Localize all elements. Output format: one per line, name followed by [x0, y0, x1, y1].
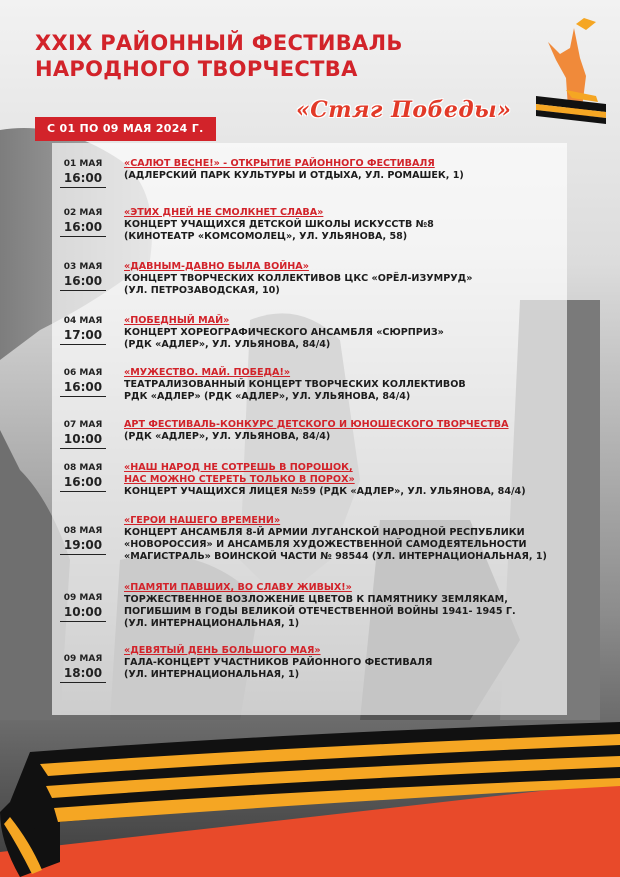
festival-slogan: «Стяг Победы»: [296, 97, 512, 123]
event-date: [60, 315, 106, 345]
event-date: [60, 419, 106, 449]
event-body: [124, 419, 564, 443]
event-time: 17:00: [60, 328, 106, 345]
event-time: 19:00: [60, 538, 106, 555]
event-day: 01 МАЯ: [63, 159, 103, 169]
event-time: 18:00: [60, 666, 106, 683]
festival-title-line-1: XXIX РАЙОННЫЙ ФЕСТИВАЛЬ: [35, 31, 403, 55]
event-title: АРТ ФЕСТИВАЛЬ-КОНКУРС ДЕТСКОГО И ЮНОШЕСКОГО ТВОРЧЕСТВА: [124, 419, 509, 430]
event-body: [124, 207, 564, 243]
event-description: КОНЦЕРТ АНСАМБЛЯ 8-Й АРМИИ ЛУГАНСКОЙ НАРОДНОЙ РЕСПУБЛИКИ «НОВОРОССИЯ» И АНСАМБЛЯ ХУДОЖЕСТВЕННОЙ САМОДЕЯТЕЛЬНОСТИ «МАГИСТРАЛЬ» ВОИНСКОЙ ЧАСТИ № 98544 (УЛ. ИНТЕРНАЦИОНАЛЬНАЯ, 1): [124, 527, 547, 562]
event-body: [124, 158, 564, 182]
event-title: «МУЖЕСТВО. МАЙ. ПОБЕДА!»: [124, 367, 291, 378]
event-description: (РДК «АДЛЕР», УЛ. УЛЬЯНОВА, 84/4): [124, 431, 331, 442]
event-time: 16:00: [60, 274, 106, 291]
event-title: «ПАМЯТИ ПАВШИХ, ВО СЛАВУ ЖИВЫХ!»: [124, 582, 352, 593]
event-description: ГАЛА-КОНЦЕРТ УЧАСТНИКОВ РАЙОННОГО ФЕСТИВАЛЯ (УЛ. ИНТЕРНАЦИОНАЛЬНАЯ, 1): [124, 657, 433, 680]
event-title: «ЭТИХ ДНЕЙ НЕ СМОЛКНЕТ СЛАВА»: [124, 207, 324, 218]
event-description: ТОРЖЕСТВЕННОЕ ВОЗЛОЖЕНИЕ ЦВЕТОВ К ПАМЯТНИКУ ЗЕМЛЯКАМ, ПОГИБШИМ В ГОДЫ ВЕЛИКОЙ ОТЕЧЕСТВЕННОЙ ВОЙНЫ 1941- 1945 Г. (УЛ. ИНТЕРНАЦИОНАЛЬНАЯ, 1): [124, 594, 516, 629]
event-title: «ДЕВЯТЫЙ ДЕНЬ БОЛЬШОГО МАЯ»: [124, 645, 321, 656]
event-body: [124, 367, 564, 403]
event-day: 04 МАЯ: [63, 316, 103, 326]
event-body: [124, 515, 564, 563]
event-date: [60, 653, 106, 683]
event-day: 08 МАЯ: [63, 463, 103, 473]
event-description: КОНЦЕРТ УЧАЩИХСЯ ЛИЦЕЯ №59 (РДК «АДЛЕР», УЛ. УЛЬЯНОВА, 84/4): [124, 486, 526, 497]
event-date: [60, 525, 106, 555]
event-time: 10:00: [60, 432, 106, 449]
event-description: ТЕАТРАЛИЗОВАННЫЙ КОНЦЕРТ ТВОРЧЕСКИХ КОЛЛЕКТИВОВ РДК «АДЛЕР» (РДК «АДЛЕР», УЛ. УЛЬЯНОВА, 84/4): [124, 379, 466, 402]
event-description: (АДЛЕРСКИЙ ПАРК КУЛЬТУРЫ И ОТДЫХА, УЛ. РОМАШЕК, 1): [124, 170, 464, 181]
st-george-ribbon: [0, 712, 620, 877]
event-body: [124, 315, 564, 351]
event-body: [124, 645, 564, 681]
victory-monument-icon: [526, 18, 616, 130]
event-day: 08 МАЯ: [63, 526, 103, 536]
event-body: [124, 261, 564, 297]
event-date: [60, 207, 106, 237]
event-title: «ГЕРОИ НАШЕГО ВРЕМЕНИ»: [124, 515, 281, 526]
event-title: «НАШ НАРОД НЕ СОТРЕШЬ В ПОРОШОК, НАС МОЖНО СТЕРЕТЬ ТОЛЬКО В ПОРОХ»: [124, 462, 355, 485]
event-time: 16:00: [60, 475, 106, 492]
festival-title: [35, 30, 403, 82]
event-time: 10:00: [60, 605, 106, 622]
event-description: КОНЦЕРТ ХОРЕОГРАФИЧЕСКОГО АНСАМБЛЯ «СЮРПРИЗ» (РДК «АДЛЕР», УЛ. УЛЬЯНОВА, 84/4): [124, 327, 444, 350]
event-day: 07 МАЯ: [63, 420, 103, 430]
event-title: «ДАВНЫМ-ДАВНО БЫЛА ВОЙНА»: [124, 261, 309, 272]
event-time: 16:00: [60, 380, 106, 397]
event-day: 03 МАЯ: [63, 262, 103, 272]
event-body: [124, 582, 564, 630]
festival-title-line-2: НАРОДНОГО ТВОРЧЕСТВА: [35, 57, 358, 81]
event-time: 16:00: [60, 220, 106, 237]
event-date: [60, 592, 106, 622]
event-day: 09 МАЯ: [63, 593, 103, 603]
event-description: КОНЦЕРТ ТВОРЧЕСКИХ КОЛЛЕКТИВОВ ЦКС «ОРЁЛ-ИЗУМРУД» (УЛ. ПЕТРОЗАВОДСКАЯ, 10): [124, 273, 473, 296]
event-title: «САЛЮТ ВЕСНЕ!» - ОТКРЫТИЕ РАЙОННОГО ФЕСТИВАЛЯ: [124, 158, 435, 169]
event-title: «ПОБЕДНЫЙ МАЙ»: [124, 315, 230, 326]
event-date: [60, 462, 106, 492]
event-date: [60, 158, 106, 188]
event-day: 06 МАЯ: [63, 368, 103, 378]
event-date: [60, 367, 106, 397]
date-range-badge: С 01 ПО 09 МАЯ 2024 Г.: [35, 117, 216, 141]
event-date: [60, 261, 106, 291]
event-time: 16:00: [60, 171, 106, 188]
event-day: 02 МАЯ: [63, 208, 103, 218]
event-description: КОНЦЕРТ УЧАЩИХСЯ ДЕТСКОЙ ШКОЛЫ ИСКУССТВ №8 (КИНОТЕАТР «КОМСОМОЛЕЦ», УЛ. УЛЬЯНОВА, 58): [124, 219, 434, 242]
event-day: 09 МАЯ: [63, 654, 103, 664]
event-body: [124, 462, 564, 498]
